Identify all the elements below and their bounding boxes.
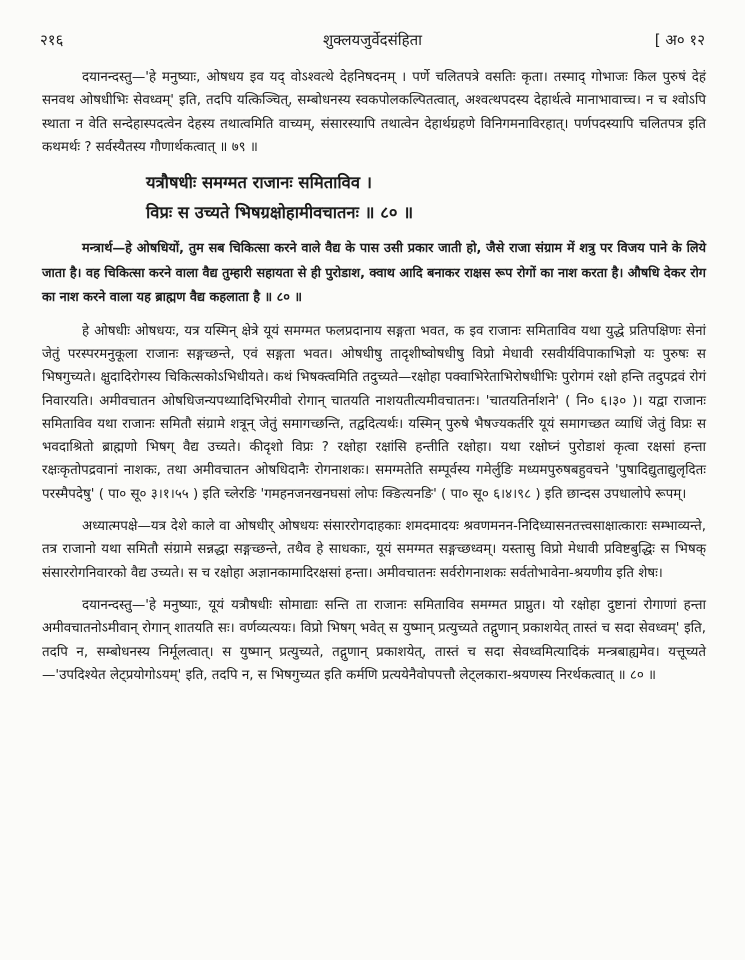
commentary-adhyatma: अध्यात्मपक्षे—यत्र देशे काले वा ओषधीर् ओषधयः संसाररोगदाहकाः शमदमादयः श्रवणमनन-निदिध्यासनतत्त्वसाक्षात्काराः सम्भाव्यन्ते, तत्र राजानो यथा समितौ संग्रामे सन्नद्धा सङ्गच्छन्ते, तथैव हे साधकाः, यूयं समग्मत सङ्गच्छध्वम्। यस्तासु विप्रो मेधावी प्रविष्टबुद्धिः स भिषक् संसाररोगनिवारको वैद्य उच्यते। स च रक्षोहा अज्ञानकामादिरक्षसां हन्ता। अमीवचातनः सर्वरोगनाशकः सर्वतोभावेना-श्रयणीय इति शेषः। <box>42 519 706 581</box>
page-number: २१६ <box>40 31 64 49</box>
commentary-dayananda-79: दयानन्दस्तु—'हे मनुष्याः, ओषधय इव यद् वोऽश्वत्थे देहनिषदनम् । पर्णे चलितपत्रे वसतिः कृता। तस्माद् गोभाजः किल पुरुषं देहं सनवथ ओषधीभिः सेवध्वम्' इति, तदपि यत्किञ्चित्, सम्बोधनस्य स्वकपोलकल्पितत्वात्, अश्वत्थपदस्य देहार्थत्वे मानाभावाच्च। न च श्वोऽपि स्थाता न वेति सन्देहास्पदत्वेन देहस्य तथात्वमिति वाच्यम्, संसारस्यापि तथात्वेन देहार्थग्रहणे विनिगमनाविरहात्। पर्णपदस्यापि चलितपत्र इति कथमर्थः ? सर्वस्यैतस्य गौणार्थकत्वात् ॥ ७९ ॥ <box>42 70 706 155</box>
commentary-dayananda-80: दयानन्दस्तु—'हे मनुष्याः, यूयं यत्रौषधीः सोमाद्याः सन्ति ता राजानः समिताविव समग्मत प्राप्नुत। यो रक्षोहा दुष्टानां रोगाणां हन्ता अमीवचातनोऽमीवान् रोगान् शातयति सः। वर्णव्यत्ययः। विप्रो भिषग् भवेत् स युष्मान् प्रत्युच्यते तद्गुणान् प्रकाशयेत् तास्तं च सदा सेवध्वम्' इति, तदपि न, सम्बोधनस्य निर्मूलत्वात्। स युष्मान् प्रत्युच्यते, तद्गुणान् प्रकाशयेत्, तास्तं च सदा सेवध्वमित्यादिकं मन्त्रबाह्यमेव। यत्तूच्यते—'उपदिश्येत लेट्प्रयोगोऽयम्' इति, तदपि न, स भिषगुच्यत इति कर्मणि प्रत्ययेनैवोपपत्तौ लेट्लकारा-श्रयणस्य निरर्थकत्वात् ॥ ८० ॥ <box>42 597 706 683</box>
mantra-meaning-hindi: मन्त्रार्थ—हे ओषधियों, तुम सब चिकित्सा करने वाले वैद्य के पास उसी प्रकार जाती हो, जैसे राजा संग्राम में शत्रु पर विजय पाने के लिये जाता है। वह चिकित्सा करने वाला वैद्य तुम्हारी सहायता से ही पुरोडाश, क्वाथ आदि बनाकर राक्षस रूप रोगों का नाश करता है। औषधि देकर रोग का नाश करने वाला यह ब्राह्मण वैद्य कहलाता है ॥ ८० ॥ <box>42 241 706 306</box>
running-title: शुक्लयजुर्वेदसंहिता <box>322 31 423 49</box>
page-body <box>42 66 706 687</box>
commentary-main: हे ओषधीः ओषधयः, यत्र यस्मिन् क्षेत्रे यूयं समग्मत फलप्रदानाय सङ्गता भवत, क इव राजानः समिताविव यथा युद्धे प्रतिपक्षिणः सेनां जेतुं परस्परमनुकूला राजानः सङ्गच्छन्ते, एवं सङ्गता भवत। ओषधीषु तादृशीष्वोषधीषु विप्रो मेधावी रसवीर्यविपाकाभिज्ञो यः पुरुषः स भिषगुच्यते। क्षुदादिरोगस्य चिकित्सकोऽभिधीयते। कथं भिषक्त्वमिति तदुच्यते—रक्षोहा पक्वाभिरेताभिरोषधीभिः पुरोगमं रक्षो हन्ति तदुपद्रवं रोगं निवारयति। अमीवचातन ओषधिजन्यपथ्यादिभिरमीवो रोगान् चातयति नाशयतीत्यमीवचातनः। 'चातयतिर्नाशने' ( नि० ६।३० )। यद्वा राजानः समिताविव यथा राजानः समितौ संग्रामे शत्रून् जेतुं समागच्छन्ति, तद्वदित्यर्थः। यस्मिन् पुरुषे भैषज्यकर्तरि यूयं समागच्छत व्याधिं जेतुं विप्रः स भवदाश्रितो ब्राह्मणो भिषग् वैद्य उच्यते। कीदृशो विप्रः ? रक्षोहा रक्षांसि हन्तीति रक्षोहा। यथा रक्षोघ्नं पुरोडाशं कृत्वा रक्षसां हन्ता रक्षःकृतोपद्रवानां नाशकः, तथा अमीवचातन ओषधिदानैः रोगनाशकः। समग्मतेति सम्पूर्वस्य गमेर्लुङि मध्यमपुरुषबहुवचने 'पुषादिद्युताद्युलृदितः परस्मैपदेषु' ( पा० सू० ३।१।५५ ) इति च्लेरङि 'गमहनजनखनघसां लोपः क्ङित्यनङि' ( पा० सू० ६।४।९८ ) इति छान्दस उपधालोपे रूपम्। <box>42 323 706 502</box>
chapter-marker: [ अ० १२ <box>654 31 705 49</box>
mantra-verse-line-2: विप्रः स उच्यते भिषग्रक्षोहामीवचातनः ॥ ८० ॥ <box>146 203 414 223</box>
mantra-verse-line-1: यत्रौषधीः समग्मत राजानः समिताविव । <box>146 173 373 193</box>
page-header <box>40 30 705 54</box>
